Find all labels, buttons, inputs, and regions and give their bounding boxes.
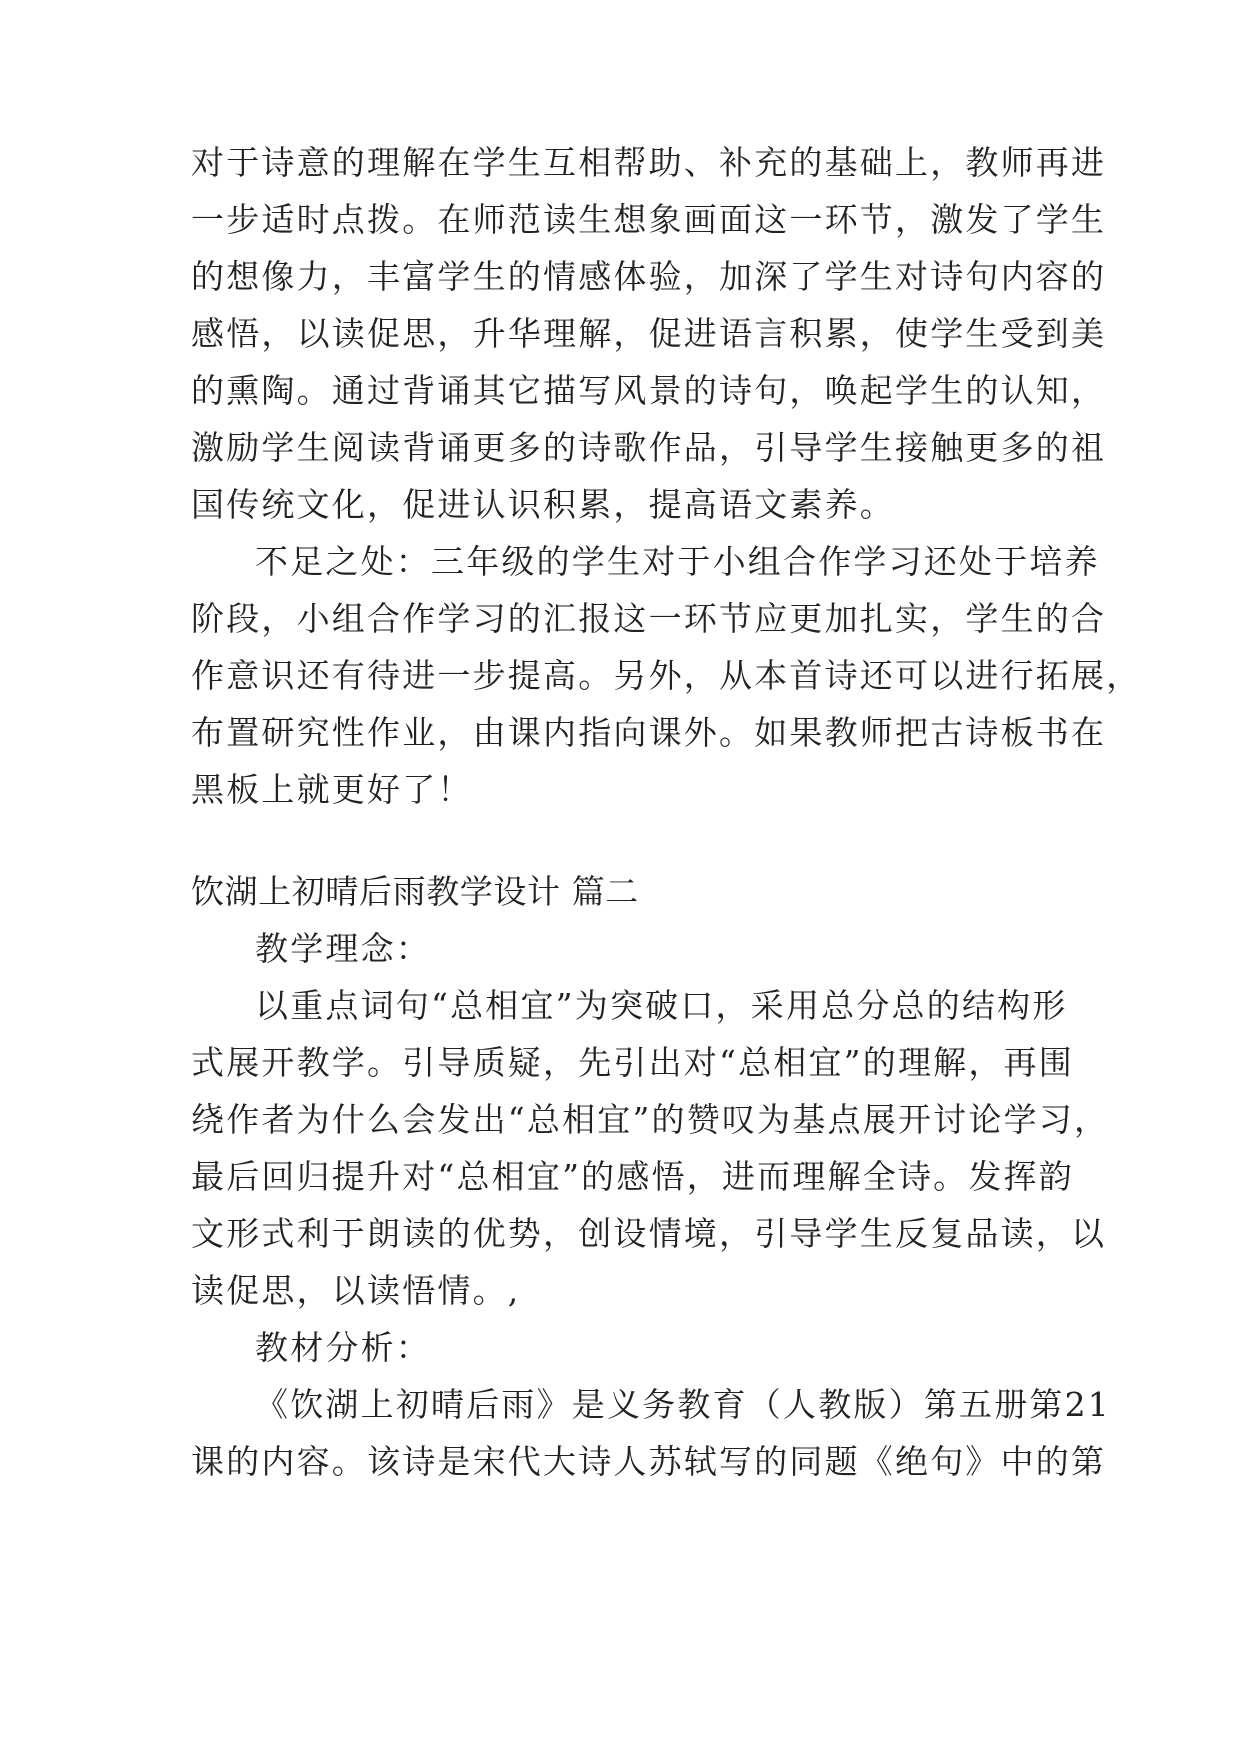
- paragraph-line: 《饮湖上初晴后雨》是义务教育（人教版）第五册第21: [255, 1385, 1111, 1424]
- paragraph-line: 激励学生阅读背诵更多的诗歌作品，引导学生接触更多的祖: [191, 428, 1107, 467]
- paragraph-line: 课的内容。该诗是宋代大诗人苏轼写的同题《绝句》中的第: [191, 1442, 1107, 1481]
- section-heading: 饮湖上初晴后雨教学设计 篇二: [191, 872, 639, 911]
- paragraph-line: 式展开教学。引导质疑，先引出对“总相宜”的理解，再围: [191, 1043, 1074, 1082]
- paragraph-line: 文形式利于朗读的优势，创设情境，引导学生反复品读，以: [191, 1214, 1107, 1253]
- subheading-textbook-analysis: 教材分析：: [255, 1328, 431, 1367]
- paragraph-line: 的熏陶。通过背诵其它描写风景的诗句，唤起学生的认知，: [191, 371, 1107, 410]
- paragraph-line: 一步适时点拨。在师范读生想象画面这一环节，激发了学生: [191, 200, 1107, 239]
- paragraph-line: 阶段，小组合作学习的汇报这一环节应更加扎实，学生的合: [191, 599, 1107, 638]
- paragraph-line: 黑板上就更好了！: [191, 770, 473, 809]
- paragraph-line: 读促思，以读悟情。,: [191, 1271, 521, 1310]
- paragraph-line: 作意识还有待进一步提高。另外，从本首诗还可以进行拓展，: [191, 656, 1142, 695]
- subheading-teaching-concept: 教学理念：: [255, 929, 431, 968]
- paragraph-line: 对于诗意的理解在学生互相帮助、补充的基础上，教师再进: [191, 143, 1107, 182]
- paragraph-line: 感悟，以读促思，升华理解，促进语言积累，使学生受到美: [191, 314, 1107, 353]
- paragraph-line: 不足之处：三年级的学生对于小组合作学习还处于培养: [255, 542, 1100, 581]
- paragraph-line: 绕作者为什么会发出“总相宜”的赞叹为基点展开讨论学习，: [191, 1100, 1110, 1139]
- paragraph-line: 以重点词句“总相宜”为突破口，采用总分总的结构形: [255, 986, 1068, 1025]
- paragraph-line: 布置研究性作业，由课内指向课外。如果教师把古诗板书在: [191, 713, 1107, 752]
- paragraph-line: 最后回归提升对“总相宜”的感悟，进而理解全诗。发挥韵: [191, 1157, 1074, 1196]
- paragraph-line: 国传统文化，促进认识积累，提高语文素养。: [191, 485, 895, 524]
- paragraph-line: 的想像力，丰富学生的情感体验，加深了学生对诗句内容的: [191, 257, 1107, 296]
